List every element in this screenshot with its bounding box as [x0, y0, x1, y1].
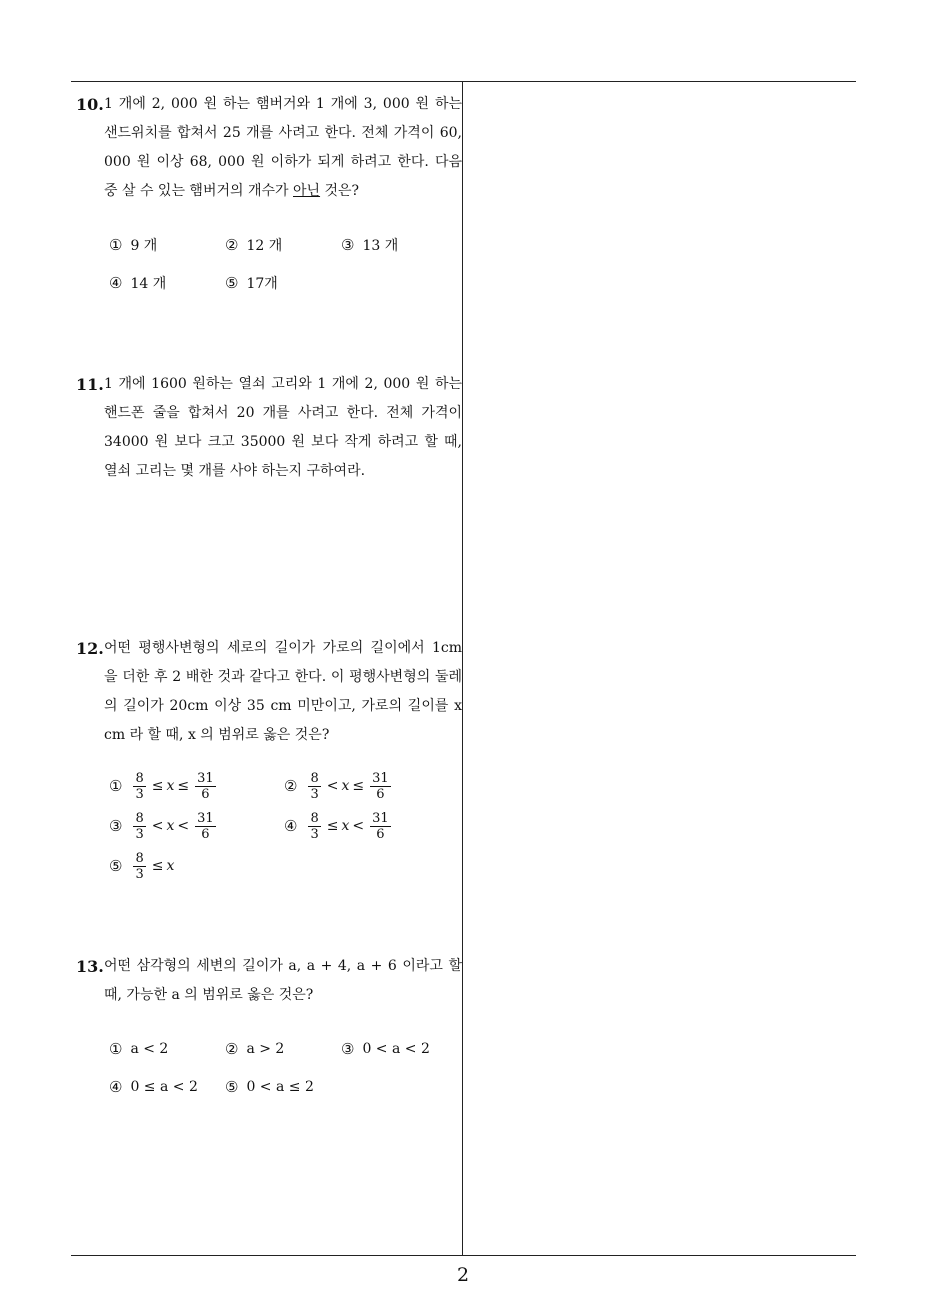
- choice-5[interactable]: ⑤ 17개: [225, 274, 278, 292]
- question-number: 11.: [76, 375, 104, 394]
- fraction: $\frac{8}{3}$: [135, 810, 144, 842]
- choice-2[interactable]: ② a > 2: [225, 1040, 285, 1058]
- question-number: 12.: [76, 639, 104, 658]
- question-13: [76, 952, 462, 1106]
- question-text: 1 개에 2, 000 원 하는 햄버거와 1 개에 3, 000 원 하는 샌드위치를 합쳐서 25 개를 사려고 한다. 전체 가격이 60, 000 원 이상 68, 000 원 이하가 되게 하려고 한다. 다음 중 살 수 있는 햄버거의 개수가 아닌 것은?: [104, 96, 462, 199]
- fraction: $\frac{31}{6}$: [372, 770, 389, 802]
- question-text: 어떤 평행사변형의 세로의 길이가 가로의 길이에서 1cm 을 더한 후 2 배한 것과 같다고 한다. 이 평행사변형의 둘레의 길이가 20cm 이상 35 cm 미만이고, 가로의 길이를 x cm 라 할 때, x 의 범위로 옳은 것은?: [104, 640, 462, 743]
- question-text: 1 개에 1600 원하는 열쇠 고리와 1 개에 2, 000 원 하는 핸드폰 줄을 합쳐서 20 개를 사려고 한다. 전체 가격이 34000 원 보다 크고 35000 원 보다 작게 하려고 할 때, 열쇠 고리는 몇 개를 사야 하는지 구하여라.: [104, 376, 462, 479]
- fraction: $\frac{31}{6}$: [197, 770, 214, 802]
- choice-4[interactable]: ④ 0 ≤ a < 2: [109, 1078, 198, 1096]
- choice-4[interactable]: ④ $\frac{8}{3}$ ≤ x < $\frac{31}{6}$: [284, 810, 389, 842]
- fraction: $\frac{8}{3}$: [310, 770, 319, 802]
- fraction: $\frac{31}{6}$: [197, 810, 214, 842]
- page-number: 2: [456, 1264, 470, 1286]
- question-11: [76, 370, 462, 486]
- choice-list: [109, 226, 462, 302]
- question-10: [76, 90, 462, 302]
- choice-4[interactable]: ④ 14 개: [109, 274, 167, 292]
- choice-5[interactable]: ⑤ $\frac{8}{3}$ ≤ x: [109, 850, 175, 882]
- top-rule: [71, 81, 856, 82]
- fraction: $\frac{8}{3}$: [135, 770, 144, 802]
- choice-1[interactable]: ① $\frac{8}{3}$ ≤ x ≤ $\frac{31}{6}$: [109, 770, 214, 802]
- fraction: $\frac{31}{6}$: [372, 810, 389, 842]
- choice-1[interactable]: ① 9 개: [109, 236, 158, 254]
- question-number: 10.: [76, 95, 104, 114]
- choice-list: [109, 766, 462, 886]
- choice-3[interactable]: ③ $\frac{8}{3}$ < x < $\frac{31}{6}$: [109, 810, 214, 842]
- choice-3[interactable]: ③ 0 < a < 2: [341, 1040, 430, 1058]
- column-divider: [462, 81, 463, 1255]
- emphasis-underline: 아닌: [293, 183, 321, 199]
- bottom-rule: [71, 1255, 856, 1256]
- fraction: $\frac{8}{3}$: [135, 850, 144, 882]
- choice-2[interactable]: ② 12 개: [225, 236, 283, 254]
- question-number: 13.: [76, 957, 104, 976]
- choice-1[interactable]: ① a < 2: [109, 1040, 169, 1058]
- fraction: $\frac{8}{3}$: [310, 810, 319, 842]
- question-12: [76, 634, 462, 886]
- choice-5[interactable]: ⑤ 0 < a ≤ 2: [225, 1078, 314, 1096]
- question-text: 어떤 삼각형의 세변의 길이가 a, a + 4, a + 6 이라고 할 때, 가능한 a 의 범위로 옳은 것은?: [104, 958, 462, 1003]
- choice-list: [109, 1030, 462, 1106]
- choice-2[interactable]: ② $\frac{8}{3}$ < x ≤ $\frac{31}{6}$: [284, 770, 389, 802]
- choice-3[interactable]: ③ 13 개: [341, 236, 399, 254]
